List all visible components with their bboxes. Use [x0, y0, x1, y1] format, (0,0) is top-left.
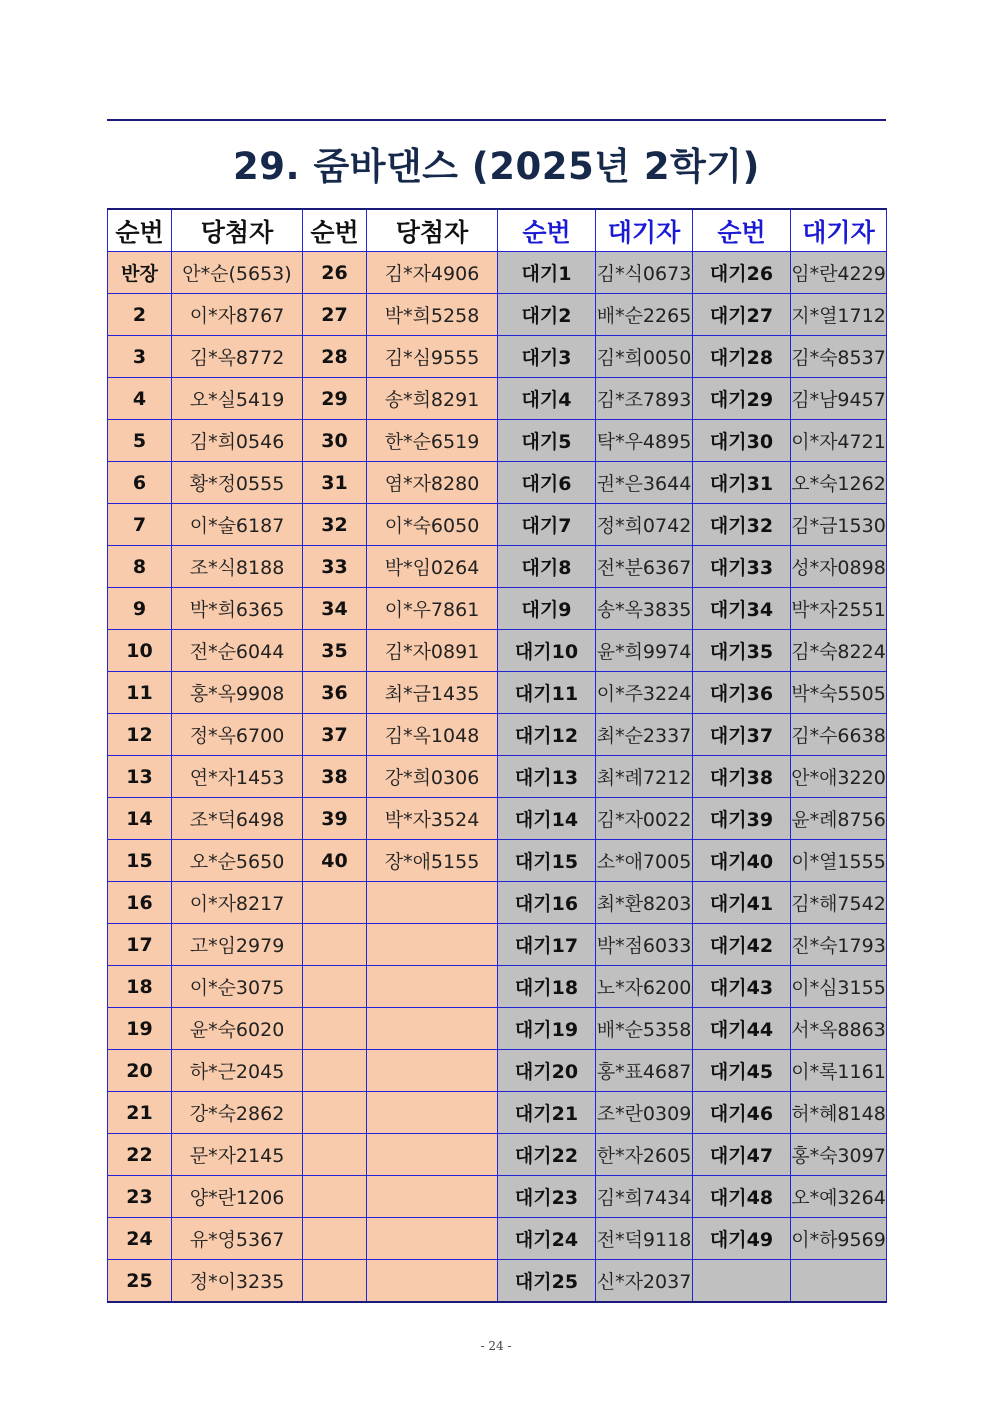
seq-cell: 31 [303, 462, 367, 504]
winner-cell [367, 1134, 498, 1176]
waiting-cell: 진*숙1793 [791, 924, 887, 966]
winner-cell: 이*자8767 [172, 294, 303, 336]
table-row [108, 1176, 887, 1218]
waiting-seq-cell: 대기25 [498, 1260, 596, 1303]
winner-cell: 김*자0891 [367, 630, 498, 672]
table-row [108, 546, 887, 588]
waiting-cell: 배*순2265 [596, 294, 693, 336]
waiting-cell: 이*자4721 [791, 420, 887, 462]
waiting-seq-cell: 대기24 [498, 1218, 596, 1260]
winner-cell: 이*술6187 [172, 504, 303, 546]
seq-cell: 3 [108, 336, 172, 378]
winner-cell: 황*정0555 [172, 462, 303, 504]
waiting-seq-cell: 대기35 [693, 630, 791, 672]
waiting-cell: 최*순2337 [596, 714, 693, 756]
winner-cell: 장*애5155 [367, 840, 498, 882]
waiting-seq-cell: 대기5 [498, 420, 596, 462]
waiting-cell: 임*란4229 [791, 252, 887, 294]
winner-cell: 고*임2979 [172, 924, 303, 966]
winner-cell: 이*우7861 [367, 588, 498, 630]
table-row [108, 966, 887, 1008]
waiting-seq-cell: 대기45 [693, 1050, 791, 1092]
waiting-cell: 김*희0050 [596, 336, 693, 378]
header-seq-1: 순번 [108, 209, 172, 252]
winner-cell: 한*순6519 [367, 420, 498, 462]
seq-cell [303, 1176, 367, 1218]
waiting-cell: 이*열1555 [791, 840, 887, 882]
waiting-cell: 박*점6033 [596, 924, 693, 966]
waiting-cell: 신*자2037 [596, 1260, 693, 1303]
waiting-cell: 윤*례8756 [791, 798, 887, 840]
waiting-seq-cell: 대기23 [498, 1176, 596, 1218]
table-row [108, 1260, 887, 1303]
seq-cell: 반장 [108, 252, 172, 294]
header-seq-4: 순번 [693, 209, 791, 252]
top-rule [107, 119, 886, 121]
winner-cell: 김*자4906 [367, 252, 498, 294]
waiting-seq-cell: 대기3 [498, 336, 596, 378]
winner-cell: 이*순3075 [172, 966, 303, 1008]
waiting-cell: 한*자2605 [596, 1134, 693, 1176]
seq-cell: 18 [108, 966, 172, 1008]
waiting-seq-cell: 대기21 [498, 1092, 596, 1134]
waiting-seq-cell: 대기13 [498, 756, 596, 798]
seq-cell [303, 882, 367, 924]
waiting-seq-cell: 대기48 [693, 1176, 791, 1218]
table-row [108, 840, 887, 882]
waiting-cell: 오*숙1262 [791, 462, 887, 504]
seq-cell [303, 1260, 367, 1303]
winner-cell: 강*희0306 [367, 756, 498, 798]
waiting-cell [791, 1260, 887, 1303]
header-waiting-1: 대기자 [596, 209, 693, 252]
winner-cell [367, 1218, 498, 1260]
seq-cell: 21 [108, 1092, 172, 1134]
winner-cell: 안*순(5653) [172, 252, 303, 294]
waiting-seq-cell: 대기19 [498, 1008, 596, 1050]
waiting-cell: 지*열1712 [791, 294, 887, 336]
seq-cell [303, 966, 367, 1008]
seq-cell: 39 [303, 798, 367, 840]
waiting-cell: 오*예3264 [791, 1176, 887, 1218]
winner-cell: 염*자8280 [367, 462, 498, 504]
waiting-cell: 소*애7005 [596, 840, 693, 882]
waiting-cell: 김*희7434 [596, 1176, 693, 1218]
waiting-seq-cell: 대기34 [693, 588, 791, 630]
winner-cell: 김*옥8772 [172, 336, 303, 378]
winner-cell [367, 1092, 498, 1134]
winner-cell: 문*자2145 [172, 1134, 303, 1176]
waiting-cell: 김*자0022 [596, 798, 693, 840]
table-row [108, 756, 887, 798]
waiting-cell: 권*은3644 [596, 462, 693, 504]
waiting-cell: 탁*우4895 [596, 420, 693, 462]
seq-cell: 27 [303, 294, 367, 336]
waiting-seq-cell: 대기42 [693, 924, 791, 966]
waiting-seq-cell: 대기39 [693, 798, 791, 840]
winner-cell [367, 882, 498, 924]
waiting-cell: 김*숙8224 [791, 630, 887, 672]
waiting-cell: 이*주3224 [596, 672, 693, 714]
seq-cell: 7 [108, 504, 172, 546]
winner-cell [367, 1176, 498, 1218]
waiting-seq-cell: 대기29 [693, 378, 791, 420]
waiting-seq-cell: 대기40 [693, 840, 791, 882]
waiting-seq-cell: 대기12 [498, 714, 596, 756]
seq-cell [303, 1134, 367, 1176]
table-row [108, 1008, 887, 1050]
winner-cell [367, 924, 498, 966]
seq-cell [303, 1218, 367, 1260]
seq-cell: 6 [108, 462, 172, 504]
seq-cell: 29 [303, 378, 367, 420]
seq-cell: 36 [303, 672, 367, 714]
winner-cell: 최*금1435 [367, 672, 498, 714]
waiting-cell: 김*숙8537 [791, 336, 887, 378]
winner-cell: 김*옥1048 [367, 714, 498, 756]
seq-cell: 24 [108, 1218, 172, 1260]
winner-cell: 오*실5419 [172, 378, 303, 420]
winner-cell: 윤*숙6020 [172, 1008, 303, 1050]
waiting-cell: 허*혜8148 [791, 1092, 887, 1134]
seq-cell: 16 [108, 882, 172, 924]
winner-cell: 박*희6365 [172, 588, 303, 630]
waiting-cell: 김*식0673 [596, 252, 693, 294]
table-row [108, 924, 887, 966]
table-row [108, 1092, 887, 1134]
winner-cell: 김*심9555 [367, 336, 498, 378]
waiting-seq-cell: 대기44 [693, 1008, 791, 1050]
waiting-seq-cell: 대기14 [498, 798, 596, 840]
waiting-seq-cell: 대기7 [498, 504, 596, 546]
waiting-cell: 김*수6638 [791, 714, 887, 756]
table-row [108, 1050, 887, 1092]
waiting-cell: 전*분6367 [596, 546, 693, 588]
waiting-seq-cell: 대기33 [693, 546, 791, 588]
winner-cell: 하*근2045 [172, 1050, 303, 1092]
header-winner-1: 당첨자 [172, 209, 303, 252]
seq-cell: 8 [108, 546, 172, 588]
waiting-seq-cell: 대기37 [693, 714, 791, 756]
waiting-seq-cell: 대기32 [693, 504, 791, 546]
winner-cell: 홍*옥9908 [172, 672, 303, 714]
seq-cell: 32 [303, 504, 367, 546]
seq-cell [303, 1008, 367, 1050]
waiting-seq-cell: 대기22 [498, 1134, 596, 1176]
table-row [108, 672, 887, 714]
table-row [108, 1134, 887, 1176]
waiting-cell: 배*순5358 [596, 1008, 693, 1050]
header-waiting-2: 대기자 [791, 209, 887, 252]
waiting-seq-cell: 대기6 [498, 462, 596, 504]
seq-cell: 34 [303, 588, 367, 630]
table-row [108, 420, 887, 462]
waiting-cell: 박*자2551 [791, 588, 887, 630]
waiting-seq-cell: 대기10 [498, 630, 596, 672]
seq-cell: 2 [108, 294, 172, 336]
winner-cell: 전*순6044 [172, 630, 303, 672]
waiting-cell: 김*조7893 [596, 378, 693, 420]
waiting-seq-cell: 대기49 [693, 1218, 791, 1260]
seq-cell: 22 [108, 1134, 172, 1176]
page-title: 29. 줌바댄스 (2025년 2학기) [233, 145, 760, 188]
winner-cell: 박*임0264 [367, 546, 498, 588]
waiting-cell: 안*애3220 [791, 756, 887, 798]
winner-cell: 박*희5258 [367, 294, 498, 336]
waiting-cell: 송*옥3835 [596, 588, 693, 630]
winner-cell [367, 966, 498, 1008]
table-row [108, 630, 887, 672]
waiting-cell: 김*금1530 [791, 504, 887, 546]
waiting-seq-cell: 대기15 [498, 840, 596, 882]
seq-cell: 33 [303, 546, 367, 588]
header-seq-3: 순번 [498, 209, 596, 252]
winner-cell: 조*식8188 [172, 546, 303, 588]
waiting-cell: 성*자0898 [791, 546, 887, 588]
table-row [108, 588, 887, 630]
waiting-seq-cell: 대기11 [498, 672, 596, 714]
seq-cell [303, 1092, 367, 1134]
winner-cell: 연*자1453 [172, 756, 303, 798]
waiting-seq-cell: 대기4 [498, 378, 596, 420]
winner-cell: 박*자3524 [367, 798, 498, 840]
seq-cell: 17 [108, 924, 172, 966]
table-row [108, 462, 887, 504]
seq-cell: 15 [108, 840, 172, 882]
header-winner-2: 당첨자 [367, 209, 498, 252]
waiting-seq-cell: 대기17 [498, 924, 596, 966]
waiting-seq-cell: 대기27 [693, 294, 791, 336]
waiting-cell: 김*남9457 [791, 378, 887, 420]
seq-cell: 20 [108, 1050, 172, 1092]
table-row [108, 378, 887, 420]
winner-cell: 이*숙6050 [367, 504, 498, 546]
waiting-cell: 전*덕9118 [596, 1218, 693, 1260]
waiting-seq-cell: 대기38 [693, 756, 791, 798]
table-row [108, 294, 887, 336]
waiting-cell: 홍*표4687 [596, 1050, 693, 1092]
waiting-seq-cell: 대기47 [693, 1134, 791, 1176]
waiting-cell: 정*희0742 [596, 504, 693, 546]
winner-cell: 김*희0546 [172, 420, 303, 462]
winner-cell: 이*자8217 [172, 882, 303, 924]
winner-cell: 양*란1206 [172, 1176, 303, 1218]
waiting-cell: 조*란0309 [596, 1092, 693, 1134]
table-row [108, 1218, 887, 1260]
lottery-table [107, 208, 887, 1303]
waiting-cell: 김*해7542 [791, 882, 887, 924]
seq-cell: 40 [303, 840, 367, 882]
seq-cell: 28 [303, 336, 367, 378]
seq-cell: 19 [108, 1008, 172, 1050]
waiting-seq-cell: 대기18 [498, 966, 596, 1008]
winner-cell [367, 1260, 498, 1303]
waiting-cell: 윤*희9974 [596, 630, 693, 672]
seq-cell: 9 [108, 588, 172, 630]
waiting-seq-cell: 대기20 [498, 1050, 596, 1092]
seq-cell: 26 [303, 252, 367, 294]
table-row [108, 882, 887, 924]
waiting-seq-cell: 대기41 [693, 882, 791, 924]
waiting-seq-cell: 대기16 [498, 882, 596, 924]
table-row [108, 252, 887, 294]
waiting-cell: 이*록1161 [791, 1050, 887, 1092]
table-row [108, 336, 887, 378]
waiting-seq-cell: 대기43 [693, 966, 791, 1008]
waiting-seq-cell: 대기8 [498, 546, 596, 588]
seq-cell: 13 [108, 756, 172, 798]
waiting-cell: 이*하9569 [791, 1218, 887, 1260]
waiting-seq-cell: 대기36 [693, 672, 791, 714]
waiting-cell: 서*옥8863 [791, 1008, 887, 1050]
seq-cell [303, 1050, 367, 1092]
waiting-seq-cell: 대기9 [498, 588, 596, 630]
waiting-seq-cell: 대기26 [693, 252, 791, 294]
waiting-seq-cell: 대기46 [693, 1092, 791, 1134]
winner-cell [367, 1050, 498, 1092]
header-seq-2: 순번 [303, 209, 367, 252]
seq-cell: 14 [108, 798, 172, 840]
waiting-seq-cell: 대기1 [498, 252, 596, 294]
seq-cell: 37 [303, 714, 367, 756]
winner-cell: 오*순5650 [172, 840, 303, 882]
winner-cell: 강*숙2862 [172, 1092, 303, 1134]
waiting-cell: 최*환8203 [596, 882, 693, 924]
seq-cell: 25 [108, 1260, 172, 1303]
waiting-cell: 홍*숙3097 [791, 1134, 887, 1176]
seq-cell: 23 [108, 1176, 172, 1218]
waiting-seq-cell: 대기31 [693, 462, 791, 504]
header-row [108, 209, 887, 252]
waiting-seq-cell: 대기2 [498, 294, 596, 336]
seq-cell: 5 [108, 420, 172, 462]
table-row [108, 714, 887, 756]
winner-cell: 조*덕6498 [172, 798, 303, 840]
winner-cell: 정*이3235 [172, 1260, 303, 1303]
waiting-seq-cell [693, 1260, 791, 1303]
waiting-seq-cell: 대기30 [693, 420, 791, 462]
waiting-cell: 최*례7212 [596, 756, 693, 798]
winner-cell [367, 1008, 498, 1050]
winner-cell: 송*희8291 [367, 378, 498, 420]
winner-cell: 정*옥6700 [172, 714, 303, 756]
seq-cell: 35 [303, 630, 367, 672]
seq-cell: 4 [108, 378, 172, 420]
seq-cell: 12 [108, 714, 172, 756]
seq-cell: 10 [108, 630, 172, 672]
seq-cell: 30 [303, 420, 367, 462]
page-number: - 24 - [480, 1339, 512, 1353]
seq-cell: 11 [108, 672, 172, 714]
seq-cell: 38 [303, 756, 367, 798]
waiting-cell: 박*숙5505 [791, 672, 887, 714]
seq-cell [303, 924, 367, 966]
table-row [108, 798, 887, 840]
table-row [108, 504, 887, 546]
waiting-cell: 노*자6200 [596, 966, 693, 1008]
table-body [108, 252, 887, 1303]
waiting-cell: 이*심3155 [791, 966, 887, 1008]
winner-cell: 유*영5367 [172, 1218, 303, 1260]
waiting-seq-cell: 대기28 [693, 336, 791, 378]
